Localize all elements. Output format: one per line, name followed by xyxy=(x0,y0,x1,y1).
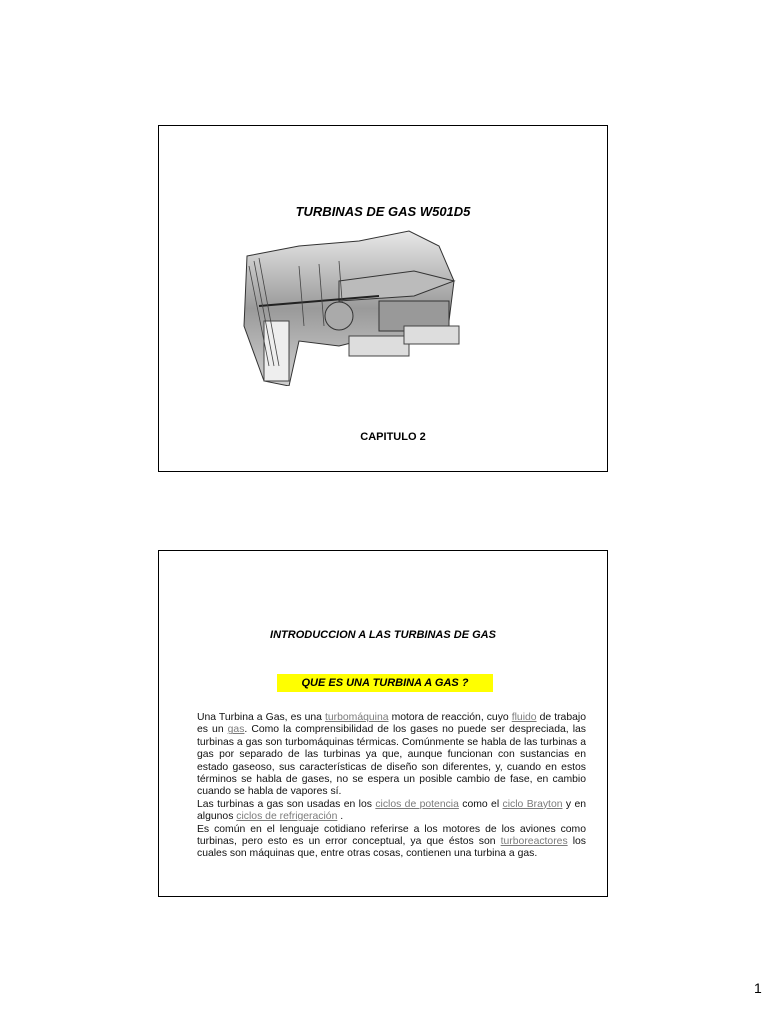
slide-2 xyxy=(158,550,608,897)
text: Las turbinas a gas son usadas en los xyxy=(197,798,376,810)
text: . xyxy=(337,811,344,823)
link-ciclo-brayton[interactable]: ciclo Brayton xyxy=(502,798,563,810)
gas-turbine-illustration xyxy=(239,226,461,386)
text: como el xyxy=(458,798,503,810)
text: motora de reacción, cuyo xyxy=(388,712,512,723)
body-text xyxy=(197,712,586,861)
link-turboreactores[interactable]: turboreactores xyxy=(500,836,568,848)
text: y en algunos xyxy=(197,798,586,823)
text: Una Turbina a Gas, es una xyxy=(197,712,325,723)
slide-title: TURBINAS DE GAS W501D5 xyxy=(295,204,471,219)
link-fluido[interactable]: fluido xyxy=(511,712,537,723)
text: los cuales son máquinas que, entre otras cosas, contienen una turbina a gas. xyxy=(197,836,586,860)
page-number: 1 xyxy=(754,980,762,996)
link-gas[interactable]: gas xyxy=(227,724,245,736)
link-ciclos-potencia[interactable]: ciclos de potencia xyxy=(375,798,459,810)
slide-title: INTRODUCCION A LAS TURBINAS DE GAS xyxy=(270,629,496,641)
highlighted-heading: QUE ES UNA TURBINA A GAS ? xyxy=(277,674,493,692)
slide-1 xyxy=(158,125,608,472)
chapter-label: CAPITULO 2 xyxy=(360,431,426,443)
text: . Como la comprensibilidad de los gases no puede ser despreciada, las turbinas a gas son turbomáquinas térmicas. Comúnmente se habla de las turbinas a gas por separado de las turbinas ya que, aunque funcionan con sustancias en estado gaseoso, sus características de diseño son diferentes, y, cuando en estos términos se habla de gases, no se espera un posible cambio de fase, en cambio cuando se habla de vapores sí. xyxy=(197,724,586,798)
text: Es común en el lenguaje cotidiano referirse a los motores de los aviones como turbinas, pero esto es un error conceptual, ya que éstos son xyxy=(197,823,586,848)
link-turbomaquina[interactable]: turbomáquina xyxy=(324,712,389,723)
text: de trabajo es un xyxy=(197,712,586,736)
link-ciclos-refrigeracion[interactable]: ciclos de refrigeración xyxy=(236,811,338,823)
